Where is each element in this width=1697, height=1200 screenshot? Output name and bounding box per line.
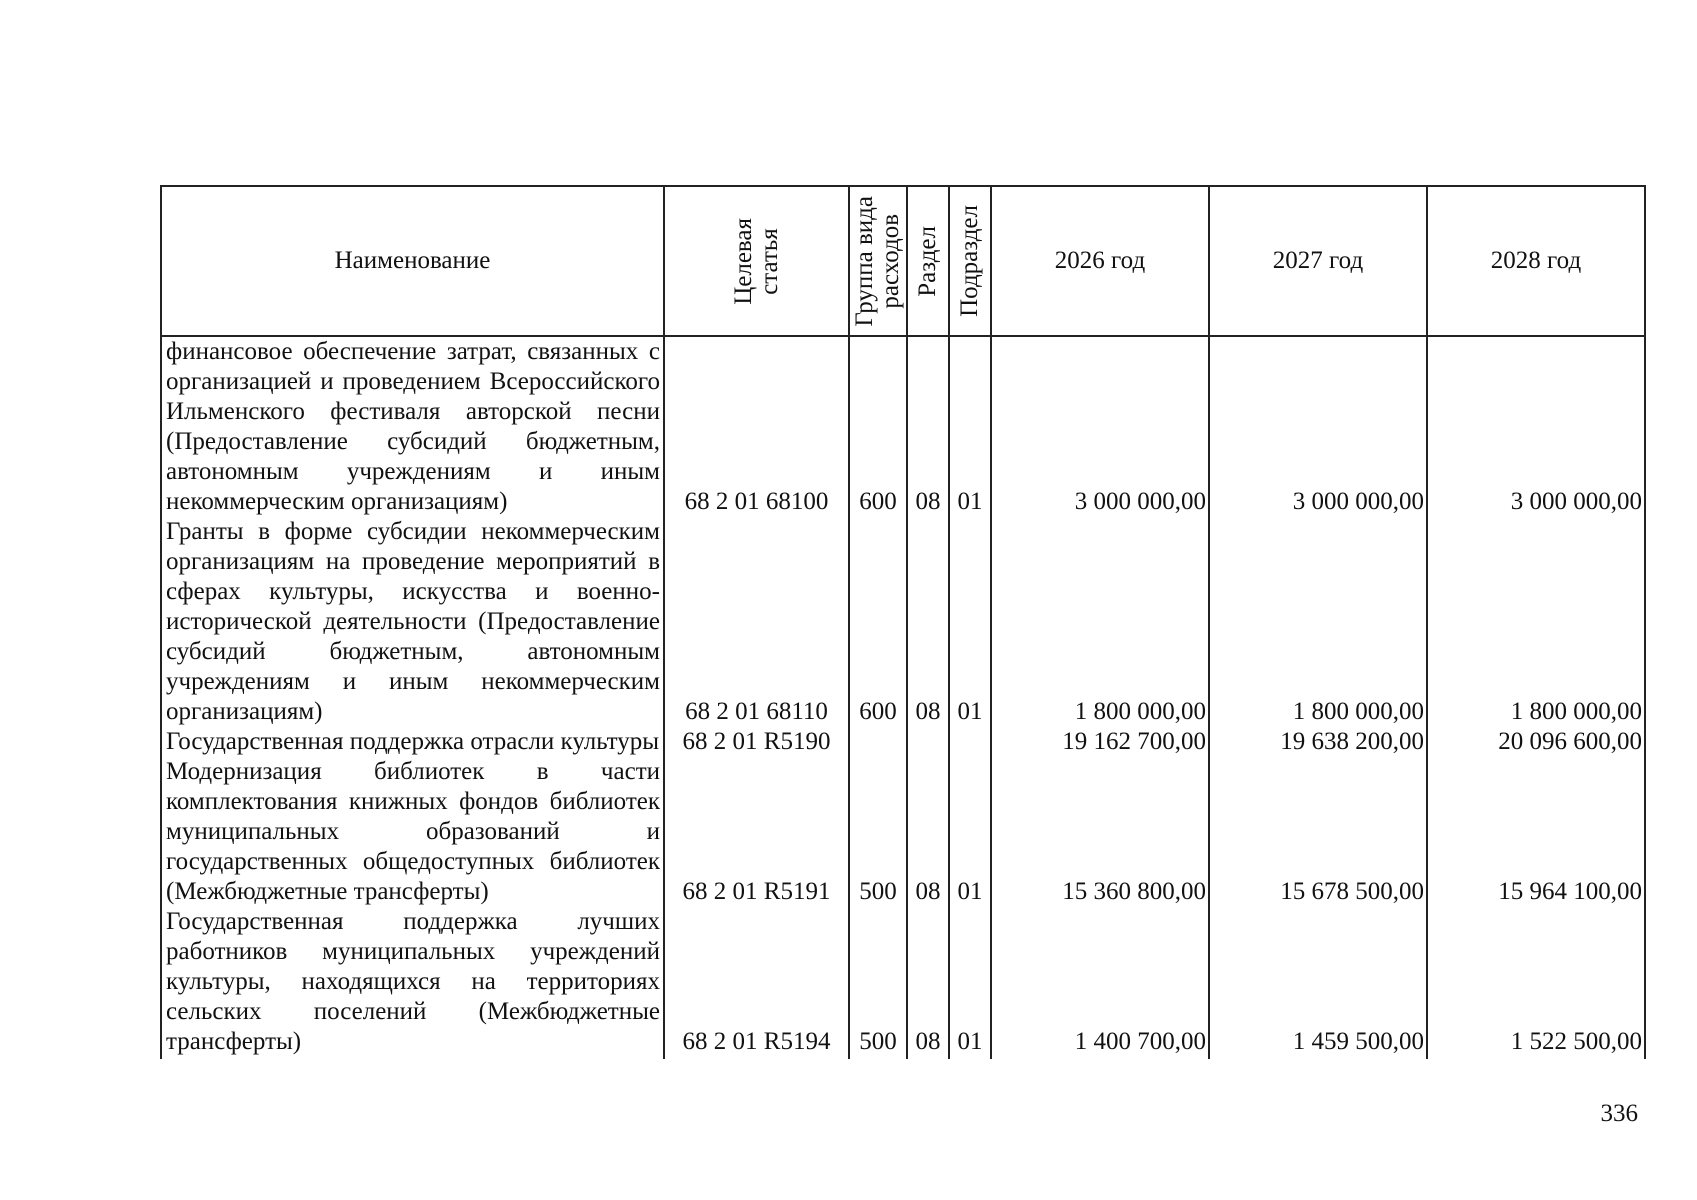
row-expense-group: 600 bbox=[849, 336, 907, 517]
row-section: 08 bbox=[907, 336, 949, 517]
row-amount-2028: 1 800 000,00 bbox=[1427, 517, 1645, 727]
row-amount-2026: 15 360 800,00 bbox=[991, 757, 1209, 907]
row-target-article: 68 2 01 68110 bbox=[664, 517, 849, 727]
header-expense-group-label: Группа вида расходов bbox=[851, 195, 904, 327]
header-year-2028-label: 2028 год bbox=[1490, 247, 1582, 274]
row-section: 08 bbox=[907, 517, 949, 727]
row-target-article: 68 2 01 68100 bbox=[664, 336, 849, 517]
row-section bbox=[907, 727, 949, 757]
row-section: 08 bbox=[907, 907, 949, 1059]
row-amount-2026: 1 800 000,00 bbox=[991, 517, 1209, 727]
table-row bbox=[161, 907, 1645, 1059]
header-target-article-label: Целевая статья bbox=[729, 217, 783, 305]
header-expense-group bbox=[849, 186, 907, 336]
row-subsection: 01 bbox=[949, 517, 991, 727]
header-year-2027-label: 2027 год bbox=[1272, 247, 1364, 274]
row-amount-2028: 3 000 000,00 bbox=[1427, 336, 1645, 517]
budget-table-container bbox=[160, 185, 1646, 1059]
row-expense-group: 500 bbox=[849, 907, 907, 1059]
row-subsection: 01 bbox=[949, 336, 991, 517]
table-row bbox=[161, 336, 1645, 517]
row-target-article: 68 2 01 R5191 bbox=[664, 757, 849, 907]
row-subsection: 01 bbox=[949, 907, 991, 1059]
row-amount-2028: 20 096 600,00 bbox=[1427, 727, 1645, 757]
header-year-2027 bbox=[1209, 186, 1427, 336]
row-expense-group: 600 bbox=[849, 517, 907, 727]
header-subsection-label: Подраздел bbox=[956, 205, 983, 317]
header-section bbox=[907, 186, 949, 336]
row-target-article: 68 2 01 R5190 bbox=[664, 727, 849, 757]
table-row bbox=[161, 727, 1645, 757]
header-name bbox=[161, 186, 664, 336]
header-year-2026-label: 2026 год bbox=[1054, 247, 1146, 274]
row-target-article: 68 2 01 R5194 bbox=[664, 907, 849, 1059]
row-amount-2027: 1 800 000,00 bbox=[1209, 517, 1427, 727]
header-name-label: Наименование bbox=[334, 247, 491, 274]
header-year-2028 bbox=[1427, 186, 1645, 336]
row-name: финансовое обеспечение затрат, связанных с организацией и проведением Всероссийского Ильменского фестиваля авторской песни (Предоставление субсидий бюджетным, автономным учреждениям и иным некоммерческим организациям) bbox=[161, 336, 664, 517]
row-name: Гранты в форме субсидии некоммерческим организациям на проведение мероприятий в сферах культуры, искусства и военно-исторической деятельности (Предоставление субсидий бюджетным, автономным учреждениям и иным некоммерческим организациям) bbox=[161, 517, 664, 727]
row-amount-2028: 1 522 500,00 bbox=[1427, 907, 1645, 1059]
budget-table bbox=[160, 185, 1646, 1059]
row-subsection: 01 bbox=[949, 757, 991, 907]
row-amount-2028: 15 964 100,00 bbox=[1427, 757, 1645, 907]
row-amount-2027: 1 459 500,00 bbox=[1209, 907, 1427, 1059]
page-number: 336 bbox=[1600, 1100, 1638, 1127]
header-section-label: Раздел bbox=[914, 225, 941, 297]
row-expense-group bbox=[849, 727, 907, 757]
row-subsection bbox=[949, 727, 991, 757]
row-expense-group: 500 bbox=[849, 757, 907, 907]
row-amount-2027: 19 638 200,00 bbox=[1209, 727, 1427, 757]
row-amount-2027: 15 678 500,00 bbox=[1209, 757, 1427, 907]
header-target-article bbox=[664, 186, 849, 336]
row-section: 08 bbox=[907, 757, 949, 907]
row-name: Модернизация библиотек в части комплектования книжных фондов библиотек муниципальных образований и государственных общедоступных библиотек (Межбюджетные трансферты) bbox=[161, 757, 664, 907]
row-name: Государственная поддержка лучших работников муниципальных учреждений культуры, находящихся на территориях сельских поселений (Межбюджетные трансферты) bbox=[161, 907, 664, 1059]
table-header-row bbox=[161, 186, 1645, 336]
row-amount-2027: 3 000 000,00 bbox=[1209, 336, 1427, 517]
header-year-2026 bbox=[991, 186, 1209, 336]
table-row bbox=[161, 757, 1645, 907]
row-amount-2026: 19 162 700,00 bbox=[991, 727, 1209, 757]
header-subsection bbox=[949, 186, 991, 336]
table-row bbox=[161, 517, 1645, 727]
row-amount-2026: 3 000 000,00 bbox=[991, 336, 1209, 517]
row-name: Государственная поддержка отрасли культуры bbox=[161, 727, 664, 757]
row-amount-2026: 1 400 700,00 bbox=[991, 907, 1209, 1059]
